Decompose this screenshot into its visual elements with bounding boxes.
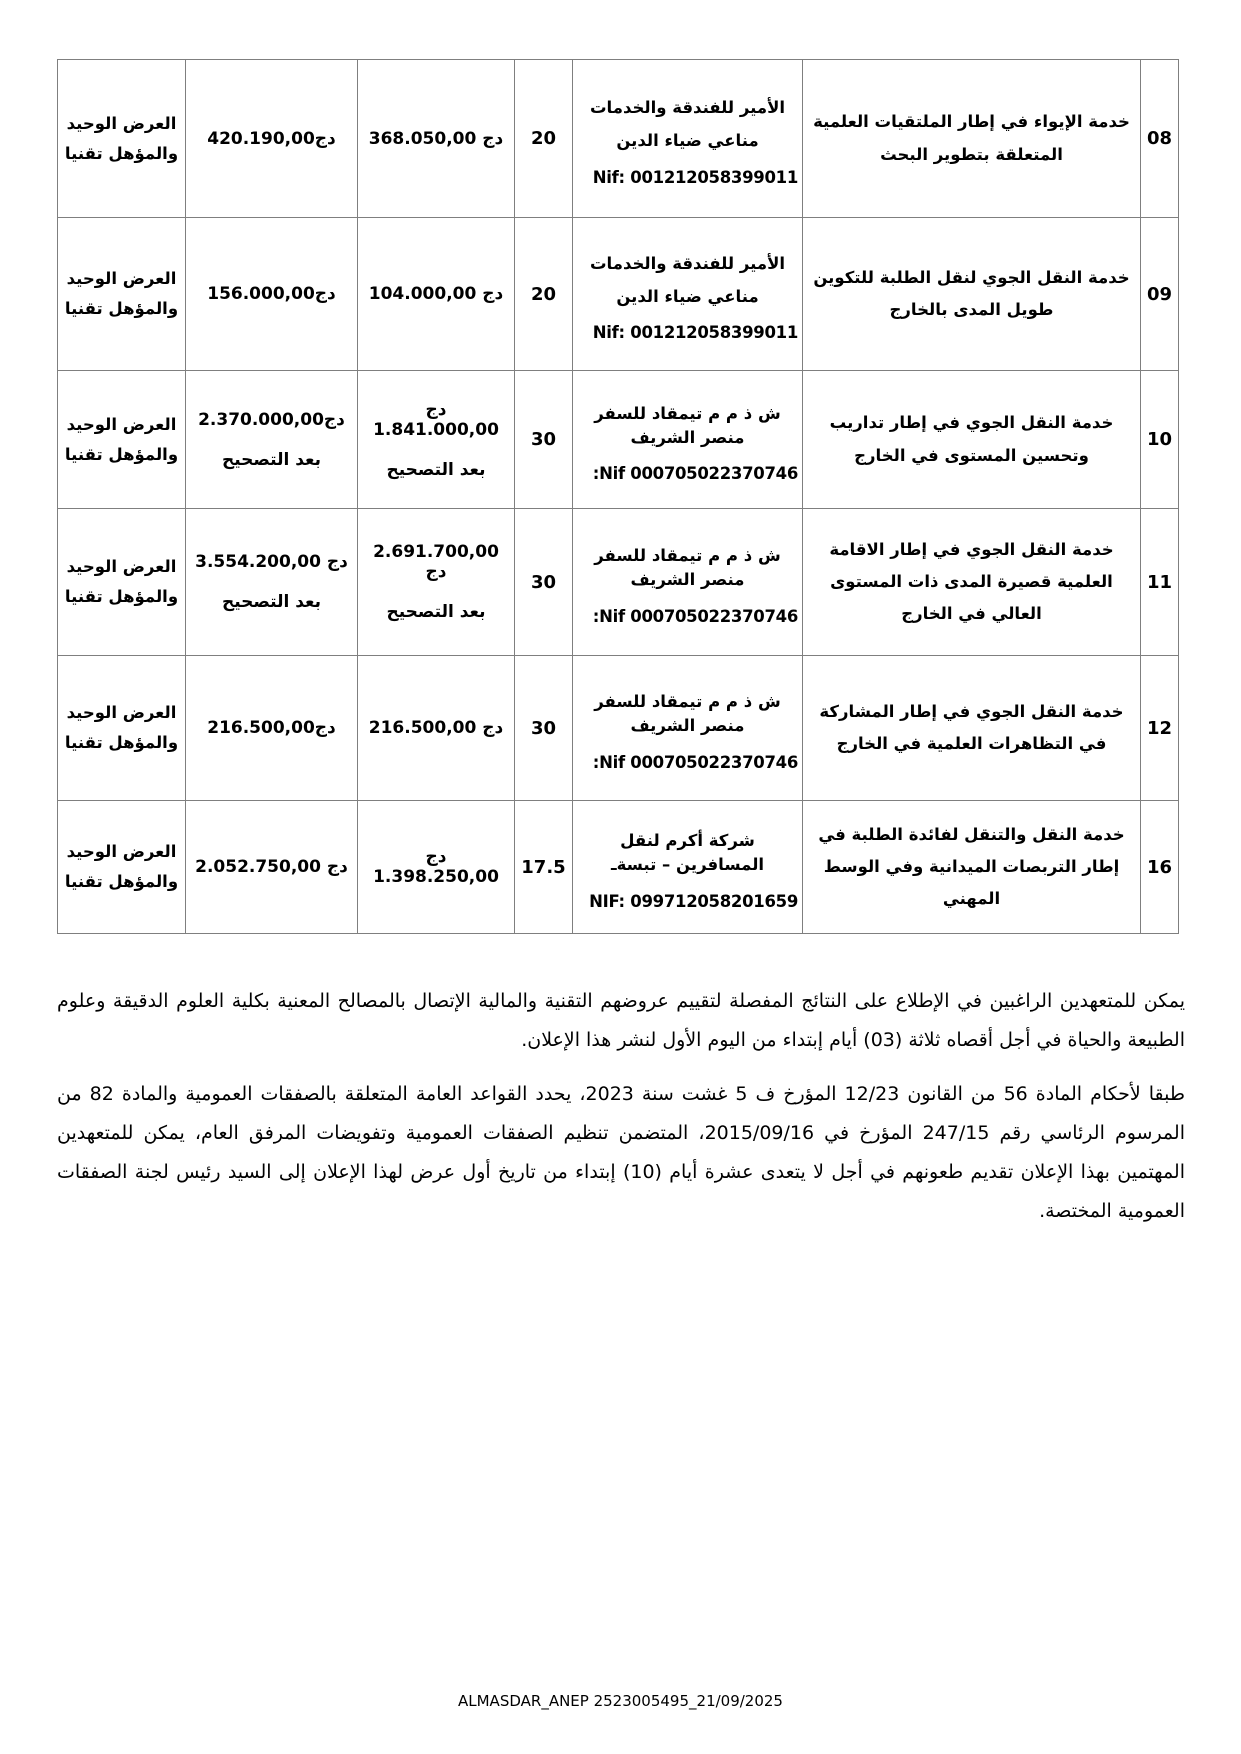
service-text: خدمة النقل الجوي في إطار تداريب وتحسين المستوى في الخارج xyxy=(829,413,1114,465)
appeal-procedure-paragraph: طبقا لأحكام المادة 56 من القانون 12/23 المؤرخ ف 5 غشت سنة 2023، يحدد القواعد العامة المتعلقة بالصفقات العمومية والمادة 82 من المرسوم الرئاسي رقم 247/15 المؤرخ في 2015/09/16، المتضمن تنظيم الصفقات العمومية وتفويضات المرفق العام، يمكن للمتعهدين المهتمين بهذا الإعلان تقديم طعونهم في أجل لا يتعدى عشرة أيام (10) إبتداء من تاريخ أول عرض لهذا الإعلان إلى السيد رئيس لجنة الصفقات العمومية المختصة. xyxy=(57,1082,1185,1222)
cell-duration: 30 xyxy=(515,371,573,509)
cell-duration: 17.5 xyxy=(515,801,573,934)
cell-amount-2 xyxy=(186,60,358,218)
cell-amount-1 xyxy=(358,60,515,218)
service-text: خدمة الإيواء في إطار الملتقيات العلمية المتعلقة بتطوير البحث xyxy=(813,112,1130,164)
cell-company xyxy=(573,218,803,371)
amount-value: 216.500,00 دج xyxy=(368,718,504,738)
amount-value: 216.500,00دج xyxy=(207,718,336,738)
amount-value: دج 1.398.250,00 xyxy=(373,847,499,887)
amount-correction-note: بعد التصحيح xyxy=(221,592,322,612)
cell-amount-2 xyxy=(186,218,358,371)
cell-company xyxy=(573,60,803,218)
amount-value: دج 2.052.750,00 xyxy=(195,857,348,877)
amount-value: 2.691.700,00 دج xyxy=(373,542,499,582)
award-note-text: العرض الوحيد والمؤهل تقنيا xyxy=(64,113,179,163)
notes-section xyxy=(57,982,1185,1246)
award-note-text: العرض الوحيد والمؤهل تقنيا xyxy=(64,703,179,752)
amount-correction-note: بعد التصحيح xyxy=(386,602,486,622)
cell-award-note xyxy=(58,801,186,934)
company-name: الأمير للفندقة والخدمات xyxy=(589,98,786,118)
company-nif: :Nif 000705022370746 xyxy=(592,464,798,484)
cell-row-number: 16 xyxy=(1141,801,1179,934)
cell-service xyxy=(803,656,1141,801)
cell-service xyxy=(803,60,1141,218)
table-row xyxy=(58,218,1179,371)
cell-service xyxy=(803,218,1141,371)
cell-award-note xyxy=(58,218,186,371)
company-name: الأمير للفندقة والخدمات xyxy=(589,253,786,273)
cell-company xyxy=(573,509,803,656)
cell-amount-2 xyxy=(186,801,358,934)
cell-row-number: 11 xyxy=(1141,509,1179,656)
table-row xyxy=(58,656,1179,801)
service-text: خدمة النقل الجوي لنقل الطلبة للتكوين طويل المدى بالخارج xyxy=(813,267,1130,319)
cell-duration: 20 xyxy=(515,60,573,218)
company-nif: Nif: 001212058399011 xyxy=(592,167,798,187)
amount-value: 3.554.200,00 دج xyxy=(195,552,348,572)
cell-award-note xyxy=(58,509,186,656)
company-name: شركة أكرم لنقل المسافرين – تبسةـ xyxy=(610,831,765,875)
company-name: مناعي ضياء الدين xyxy=(616,286,759,306)
tender-results-table xyxy=(57,59,1179,934)
cell-award-note xyxy=(58,60,186,218)
company-nif: :Nif 000705022370746 xyxy=(592,606,798,626)
cell-row-number: 09 xyxy=(1141,218,1179,371)
cell-amount-1 xyxy=(358,371,515,509)
cell-amount-2 xyxy=(186,656,358,801)
award-note-text: العرض الوحيد والمؤهل تقنيا xyxy=(64,842,179,891)
amount-value: دج 1.841.000,00 xyxy=(373,399,499,440)
cell-service xyxy=(803,801,1141,934)
table-row xyxy=(58,371,1179,509)
service-text: خدمة النقل الجوي في إطار المشاركة في التظاهرات العلمية في الخارج xyxy=(819,701,1124,753)
service-text: خدمة النقل الجوي في إطار الاقامة العلمية قصيرة المدى ذات المستوى العالي في الخارج xyxy=(829,539,1114,624)
amount-correction-note: بعد التصحيح xyxy=(221,449,322,470)
table-row xyxy=(58,60,1179,218)
company-name: ش ذ م م تيمقاد للسفر منصر الشريف xyxy=(594,692,781,736)
cell-row-number: 12 xyxy=(1141,656,1179,801)
results-consultation-paragraph: يمكن للمتعهدين الراغبين في الإطلاع على النتائج المفصلة لتقييم عروضهم التقنية والمالية الإتصال بالمصالح المعنية بكلية العلوم الدقيقة وعلوم الطبيعة والحياة في أجل أقصاه ثلاثة (03) أيام إبتداء من اليوم الأول لنشر هذا الإعلان. xyxy=(57,990,1185,1051)
anep-reference-footer: ALMASDAR_ANEP 2523005495_21/09/2025 xyxy=(458,1692,783,1710)
company-name: ش ذ م م تيمقاد للسفر منصر الشريف xyxy=(594,403,781,447)
table-row xyxy=(58,509,1179,656)
cell-amount-1 xyxy=(358,656,515,801)
cell-service xyxy=(803,509,1141,656)
cell-company xyxy=(573,656,803,801)
cell-row-number: 08 xyxy=(1141,60,1179,218)
cell-amount-1 xyxy=(358,801,515,934)
cell-award-note xyxy=(58,371,186,509)
cell-duration: 30 xyxy=(515,656,573,801)
cell-company xyxy=(573,371,803,509)
cell-service xyxy=(803,371,1141,509)
company-nif: NIF: 099712058201659 xyxy=(589,891,798,911)
amount-value: دج2.370.000,00 xyxy=(198,409,345,430)
cell-award-note xyxy=(58,656,186,801)
amount-value: 104.000,00 دج xyxy=(368,284,504,304)
cell-company xyxy=(573,801,803,934)
cell-amount-2 xyxy=(186,371,358,509)
company-nif: Nif: 001212058399011 xyxy=(592,323,798,343)
award-note-text: العرض الوحيد والمؤهل تقنيا xyxy=(64,269,179,318)
cell-amount-1 xyxy=(358,218,515,371)
cell-row-number: 10 xyxy=(1141,371,1179,509)
company-name: مناعي ضياء الدين xyxy=(616,131,759,151)
amount-value: 420.190,00دج xyxy=(207,128,336,149)
company-name: ش ذ م م تيمقاد للسفر منصر الشريف xyxy=(594,546,781,590)
cell-duration: 30 xyxy=(515,509,573,656)
cell-amount-2 xyxy=(186,509,358,656)
amount-correction-note: بعد التصحيح xyxy=(386,459,486,480)
table-row xyxy=(58,801,1179,934)
service-text: خدمة النقل والتنقل لفائدة الطلبة في إطار التربصات الميدانية وفي الوسط المهني xyxy=(818,824,1125,909)
amount-value: 156.000,00دج xyxy=(207,284,336,304)
award-note-text: العرض الوحيد والمؤهل تقنيا xyxy=(64,414,179,464)
cell-duration: 20 xyxy=(515,218,573,371)
amount-value: 368.050,00 دج xyxy=(368,128,504,149)
award-note-text: العرض الوحيد والمؤهل تقنيا xyxy=(64,557,179,606)
company-nif: :Nif 000705022370746 xyxy=(592,752,798,772)
cell-amount-1 xyxy=(358,509,515,656)
